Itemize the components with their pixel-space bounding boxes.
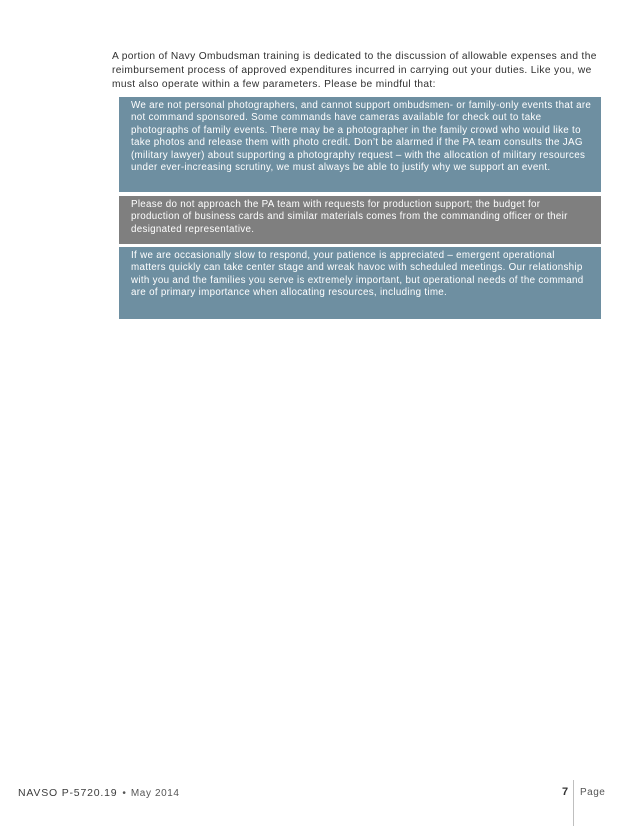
callout-text: Please do not approach the PA team with requests for production support; the budget for production of business cards and similar materials comes from the commanding officer or their designated representative. bbox=[131, 199, 568, 235]
page-label: Page bbox=[580, 787, 606, 798]
page-divider bbox=[573, 780, 574, 826]
callout-production-support bbox=[119, 196, 601, 244]
callout-text: We are not personal photographers, and cannot support ombudsmen- or family-only events that are not command sponsored. Some commands have cameras available for check out to take photographs of family events. There may be a photographer in the family crowd who would like to take photos and release them with photo credit. Don’t be alarmed if the PA team consults the JAG (military lawyer) about supporting a photography request – with the allocation of military resources under ever-increasing scrutiny, we must always be able to justify why we support an event. bbox=[131, 100, 592, 174]
footer-publication-info bbox=[18, 787, 180, 799]
callout-response-time bbox=[119, 247, 601, 319]
intro-paragraph: A portion of Navy Ombudsman training is dedicated to the discussion of allowable expenses and the reimbursement process of approved expenditures incurred in carrying out your duties. Like you, we must also operate within a few parameters. Please be mindful that: bbox=[112, 51, 597, 90]
document-code: NAVSO P-5720.19 bbox=[18, 787, 118, 799]
footer-separator: • bbox=[122, 788, 126, 799]
publication-date: May 2014 bbox=[130, 788, 180, 799]
callout-photography bbox=[119, 97, 601, 192]
callout-text: If we are occasionally slow to respond, your patience is appreciated – emergent operational matters quickly can take center stage and wreak havoc with scheduled meetings. Our relationship with you and the families you serve is extremely important, but operational needs of the command are of primary importance when allocating resources, including time. bbox=[131, 250, 584, 299]
page-number: 7 bbox=[562, 786, 569, 798]
